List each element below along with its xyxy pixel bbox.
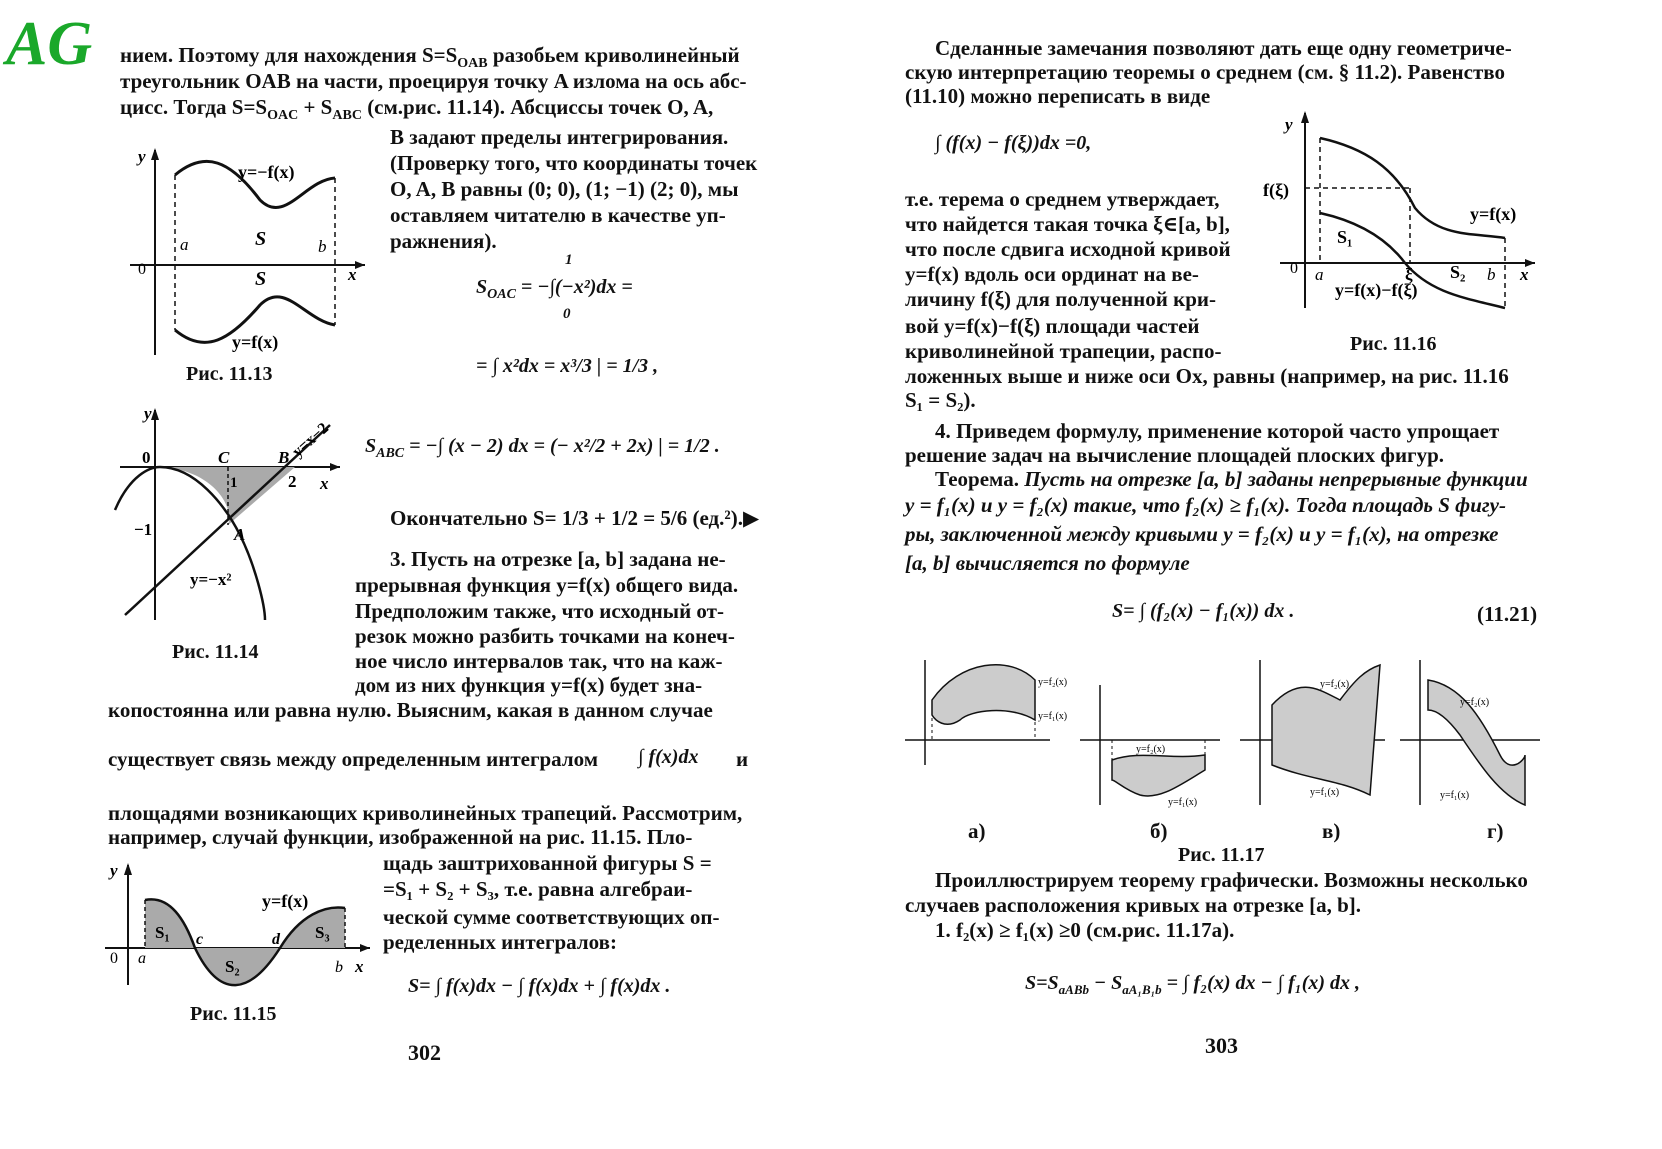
fig13-top-label: y=−f(x) <box>238 162 295 182</box>
fig13-caption: Рис. 11.13 <box>186 363 273 385</box>
fig17b-f2: y=f₂(x) <box>1136 744 1166 755</box>
left-line-6: O, A, B равны (0; 0), (1; −1) (2; 0), мы <box>390 177 739 201</box>
fig15-b: b <box>335 959 343 976</box>
fig17c-f1: y=f₁(x) <box>1310 787 1340 798</box>
logo <box>4 2 93 82</box>
fig14-y: y <box>144 404 152 423</box>
fig14-x: x <box>320 474 329 493</box>
p3-line-11: щадь заштрихованной фигуры S = <box>383 851 712 875</box>
fig15-y: y <box>110 861 118 880</box>
fig13-s-top: S <box>255 228 267 250</box>
p3-line-4: резок можно разбить точками на конеч- <box>355 624 735 648</box>
p3-line-3: Предположим также, что исходный от- <box>355 599 724 623</box>
fig13-bottom-label: y=f(x) <box>232 332 279 352</box>
left-line-8: ражнения). <box>390 229 497 253</box>
fig13-x: x <box>348 265 357 284</box>
left-line-5: (Проверку того, что координаты точек <box>390 151 758 175</box>
p3-line-5: ное число интервалов так, что на каж- <box>355 649 723 673</box>
fig16-origin: 0 <box>1290 260 1298 277</box>
fig17-label-d: г) <box>1487 819 1504 843</box>
right-p2-line-1: т.е. терема о среднем утверждает, <box>905 187 1220 211</box>
figure-11-16 <box>1255 108 1545 323</box>
fig15-s1: S₁ <box>155 923 170 942</box>
right-p5-line-2: случаев расположения кривых на отрезке [a, b]. <box>905 893 1362 917</box>
sum-formula: S= ∫ f(x)dx − ∫ f(x)dx + ∫ f(x)dx . <box>408 975 671 997</box>
right-p4-line-1: 4. Приведем формулу, применение которой часто упрощает <box>935 419 1500 443</box>
fig17b-f1: y=f₁(x) <box>1168 797 1198 808</box>
fig17d-f2: y=f₂(x) <box>1460 697 1490 708</box>
left-line-3: цисс. Тогда $S=S_{OAC} + S_{ABC}$ (см.рис. 11.14). Абсциссы точек O, A, <box>120 95 714 124</box>
fig15-x: x <box>355 957 364 976</box>
left-line-1: нием. Поэтому для нахождения $S=S_{OAB}$ разобьем криволинейный <box>120 43 740 72</box>
fig13-origin: 0 <box>138 261 146 278</box>
figure-11-15 <box>100 860 380 1000</box>
logo-text: AG <box>6 10 93 78</box>
p3-line-2: прерывная функция y=f(x) общего вида. <box>355 573 739 597</box>
fig14-caption: Рис. 11.14 <box>172 641 259 663</box>
fig16-fxi: f(ξ) <box>1263 180 1290 200</box>
fig13-s-bottom: S <box>255 268 267 290</box>
fig16-s2: S₂ <box>1450 262 1466 282</box>
theorem-line-1: Теорема. Пусть на отрезке [a, b] заданы непрерывные функции <box>935 467 1528 491</box>
fig17a-f2: y=f₂(x) <box>1038 677 1068 688</box>
fig14-one: 1 <box>230 475 238 491</box>
fig16-y: y <box>1285 115 1293 134</box>
figure-11-13 <box>120 140 380 370</box>
equation-number: (11.21) <box>1477 602 1538 626</box>
right-p5-line-1: Проиллюстрируем теорему графически. Возможны несколько <box>935 868 1528 892</box>
fig16-x: x <box>1520 265 1529 284</box>
fig15-s3: S₃ <box>315 923 330 942</box>
fig17-caption: Рис. 11.17 <box>1178 844 1265 866</box>
theorem-line-2: y = f₁(x) и y = f₂(x) такие, что f₂(x) ≥ f₁(x). Тогда площадь S фигу- <box>905 493 1506 517</box>
right-p4-line-2: решение задач на вычисление площадей плоских фигур. <box>905 443 1445 467</box>
fig17a-f1: y=f₁(x) <box>1038 711 1068 722</box>
p3-line-8: существует связь между определенным интегралом <box>108 747 599 771</box>
left-line-7: оставляем читателю в качестве уп- <box>390 203 726 227</box>
right-p1-line-3: (11.10) можно переписать в виде <box>905 84 1211 108</box>
right-p2-line-6: вой y=f(x)−f(ξ) площади частей <box>905 314 1200 338</box>
sabc-formula: $S_{ABC}$ = −∫ (x − 2) dx = (− x²/2 + 2x) | = 1/2 . <box>365 435 720 461</box>
mean-formula: ∫ (f(x) − f(ξ))dx =0, <box>935 132 1092 154</box>
p3-line-13: ческой сумме соответствующих оп- <box>383 905 720 929</box>
soac-lim-top: 1 <box>565 252 573 268</box>
fig15-origin: 0 <box>110 950 118 967</box>
main-formula: S= ∫ (f₂(x) − f₁(x)) dx . <box>1112 600 1295 622</box>
fig16-a: a <box>1315 265 1324 284</box>
fig17b <box>1080 685 1220 808</box>
figure-11-14 <box>100 405 350 625</box>
right-p2-line-7: криволинейной трапеции, распо- <box>905 339 1222 363</box>
integral-inline: ∫ f(x)dx <box>638 746 699 768</box>
fig14-a: A <box>234 525 246 544</box>
fig16-xi: ξ <box>1405 265 1413 284</box>
right-p2-line-8: ложенных выше и ниже оси Ox, равны (например, на рис. 11.16 <box>905 364 1509 388</box>
theorem-line-4: [a, b] вычисляется по формуле <box>905 551 1190 575</box>
right-p1-line-1: Сделанные замечания позволяют дать еще одну геометриче- <box>935 36 1512 60</box>
fig14-origin: 0 <box>142 448 151 467</box>
p3-line-7: копостоянна или равна нулю. Выясним, какая в данном случае <box>108 698 713 722</box>
fig15-c: c <box>196 931 204 948</box>
fig14-minus1: −1 <box>134 520 153 539</box>
fig14-b: B <box>278 448 290 467</box>
fig15-label: y=f(x) <box>262 891 309 911</box>
fig17c <box>1240 660 1385 805</box>
p3-line-14: ределенных интегралов: <box>383 930 617 954</box>
theorem-line-3: ры, заключенной между кривыми y = f₂(x) и y = f₁(x), на отрезке <box>905 522 1499 546</box>
and-word: и <box>736 747 749 771</box>
fig17c-f2: y=f₂(x) <box>1320 679 1350 690</box>
left-line-2: треугольник OAB на части, проецируя точку A излома на ось абс- <box>120 69 747 93</box>
p3-line-10: например, случай функции, изображенной на рис. 11.15. Пло- <box>108 825 693 849</box>
right-p2-line-9: S₁ = S₂). <box>905 388 976 412</box>
right-p2-line-5: личину f(ξ) для полученной кри- <box>905 287 1216 311</box>
fig16-caption: Рис. 11.16 <box>1350 333 1437 355</box>
page-number-right: 303 <box>1205 1033 1238 1058</box>
left-line-4: B задают пределы интегрирования. <box>390 125 729 149</box>
p3-line-6: дом из них функция y=f(x) будет зна- <box>355 673 703 697</box>
right-p2-line-4: y=f(x) вдоль оси ординат на ве- <box>905 262 1199 286</box>
page-number-left: 302 <box>408 1040 441 1065</box>
fig17d-f1: y=f₁(x) <box>1440 790 1470 801</box>
fig14-two: 2 <box>288 472 297 491</box>
fig16-yf: y=f(x) <box>1470 204 1517 224</box>
fig14-c: C <box>218 448 230 467</box>
right-p2-line-3: что после сдвига исходной кривой <box>905 237 1231 261</box>
fig15-a: a <box>138 950 146 967</box>
p3-line-12: =S₁ + S₂ + S₃, т.е. равна алгебраи- <box>383 877 693 901</box>
fig13-y: y <box>138 147 146 166</box>
eq-second-line: = ∫ x²dx = x³/3 | = 1/3 , <box>476 355 659 377</box>
final-result: Окончательно S= 1/3 + 1/2 = 5/6 (ед.²).▶ <box>390 506 760 530</box>
right-p5-line-3: 1. f₂(x) ≥ f₁(x) ≥0 (см.рис. 11.17а). <box>935 918 1235 942</box>
fig16-b: b <box>1487 265 1496 284</box>
fig16-yfshift: y=f(x)−f(ξ) <box>1335 280 1418 300</box>
fig14-parab-label: y=−x² <box>190 570 232 589</box>
fig17-label-b: б) <box>1150 819 1168 843</box>
fig14-line-label: y=x−2 <box>289 419 332 461</box>
fig17-label-a: а) <box>968 819 986 843</box>
last-formula: $S=S_{aABb} - S_{aA_1B_1b}$ = ∫ f₂(x) dx − ∫ f₁(x) dx , <box>1025 972 1361 997</box>
p3-line-9: площадями возникающих криволинейных трапеций. Рассмотрим, <box>108 801 743 825</box>
fig17-label-c: в) <box>1322 819 1341 843</box>
fig15-caption: Рис. 11.15 <box>190 1003 277 1025</box>
fig13-b: b <box>318 237 327 256</box>
figure-11-17 <box>900 655 1560 825</box>
fig13-a: a <box>180 235 189 254</box>
fig15-s2: S₂ <box>225 957 240 976</box>
p3-line-1: 3. Пусть на отрезке [a, b] задана не- <box>390 547 726 571</box>
soac-formula: $S_{OAC} = -\int(-x^2)dx$ = <box>476 276 633 302</box>
fig17d <box>1400 660 1540 805</box>
soac-lim-bot: 0 <box>563 306 571 322</box>
fig16-s1: S₁ <box>1337 227 1353 247</box>
fig17a <box>905 660 1067 765</box>
fig15-d: d <box>272 931 280 948</box>
right-p1-line-2: скую интерпретацию теоремы о среднем (см. § 11.2). Равенство <box>905 60 1505 84</box>
right-p2-line-2: что найдется такая точка ξ∈[a, b], <box>905 212 1230 236</box>
